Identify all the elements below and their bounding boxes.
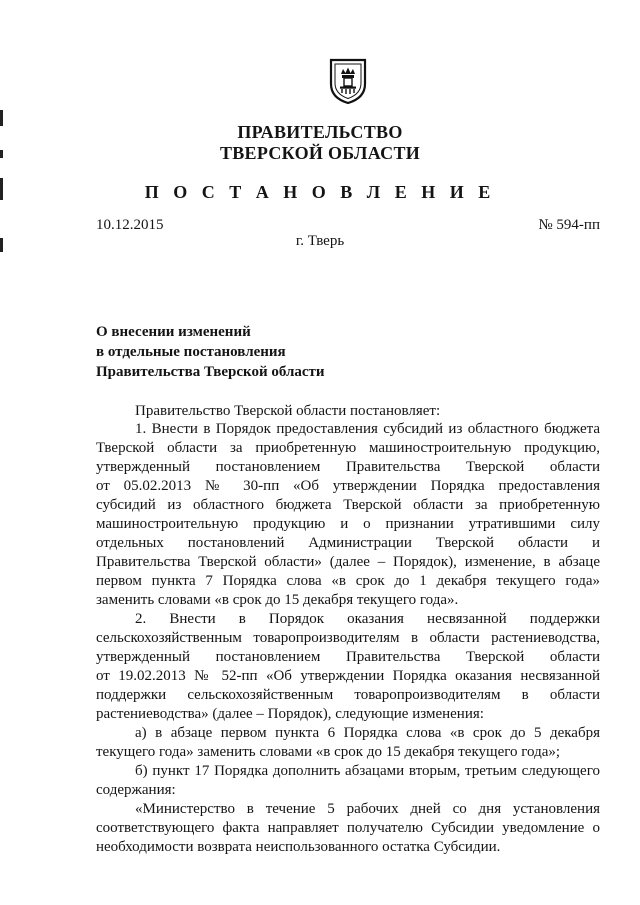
body-line: «Министерство в течение 5 рабочих дней со дня установления (135, 801, 600, 817)
body-line: машиностроительную продукцию и о признании утратившими силу (96, 516, 600, 532)
document-subject (96, 322, 325, 382)
body-line: 2. Внести в Порядок оказания несвязанной поддержки (135, 611, 600, 627)
body-line: растениеводства» (далее – Порядок), следующие изменения: (96, 706, 484, 722)
document-date: 10.12.2015 (96, 217, 164, 233)
body-line: б) пункт 17 Порядка дополнить абзацами вторым, третьим следующего (135, 763, 600, 779)
body-line: заменить словами «в срок до 15 декабря текущего года». (96, 592, 459, 608)
body-line: Правительство Тверской области постановляет: (135, 403, 441, 419)
body-line: Тверской области за приобретенную машиностроительную продукцию, (96, 440, 600, 456)
subject-line: О внесении изменений (96, 324, 251, 340)
coat-of-arms-emblem (329, 58, 367, 104)
body-line: поддержки сельскохозяйственным товаропроизводителям в области (96, 687, 600, 703)
document-number: № 594-пп (538, 217, 600, 233)
body-line: от 05.02.2013 № 30-пп «Об утверждении Порядка предоставления (96, 478, 600, 494)
document-type-title: П О С Т А Н О В Л Е Н И Е (144, 182, 496, 202)
body-line: Правительства Тверской области» (далее – Порядок), изменение, в абзаце (96, 554, 600, 570)
body-line: необходимости возврата неиспользованного остатка Субсидии. (96, 839, 501, 855)
subject-line: в отдельные постановления (96, 344, 286, 360)
body-line: соответствующего факта направляет получателю Субсидии уведомление о (96, 820, 600, 836)
org-name-line1: ПРАВИТЕЛЬСТВО (237, 122, 403, 142)
body-line: сельскохозяйственным товаропроизводителям в области растениеводства, (96, 630, 600, 646)
body-line: от 19.02.2013 № 52-пп «Об утверждении Порядка оказания несвязанной (96, 668, 600, 684)
body-line: утвержденный постановлением Правительства Тверской области (96, 459, 600, 475)
body-line: субсидий из областного бюджета Тверской области за приобретенную (96, 497, 600, 513)
body-line: отдельных постановлений Администрации Тверской области и (96, 535, 600, 551)
org-name-line2: ТВЕРСКОЙ ОБЛАСТИ (219, 143, 421, 163)
subject-line: Правительства Тверской области (96, 364, 325, 380)
document-city: г. Тверь (295, 233, 345, 249)
body-line: 1. Внести в Порядок предоставления субсидий из областного бюджета (135, 421, 600, 437)
body-line: первом пункта 7 Порядка слова «в срок до 1 декабря текущего года» (96, 573, 600, 589)
body-line: а) в абзаце первом пункта 6 Порядка слова «в срок до 5 декабря (135, 725, 600, 741)
body-line: утвержденный постановлением Правительства Тверской области (96, 649, 600, 665)
body-line: содержания: (96, 782, 176, 798)
body-line: текущего года» заменить словами «в срок до 15 декабря текущего года»; (96, 744, 561, 760)
